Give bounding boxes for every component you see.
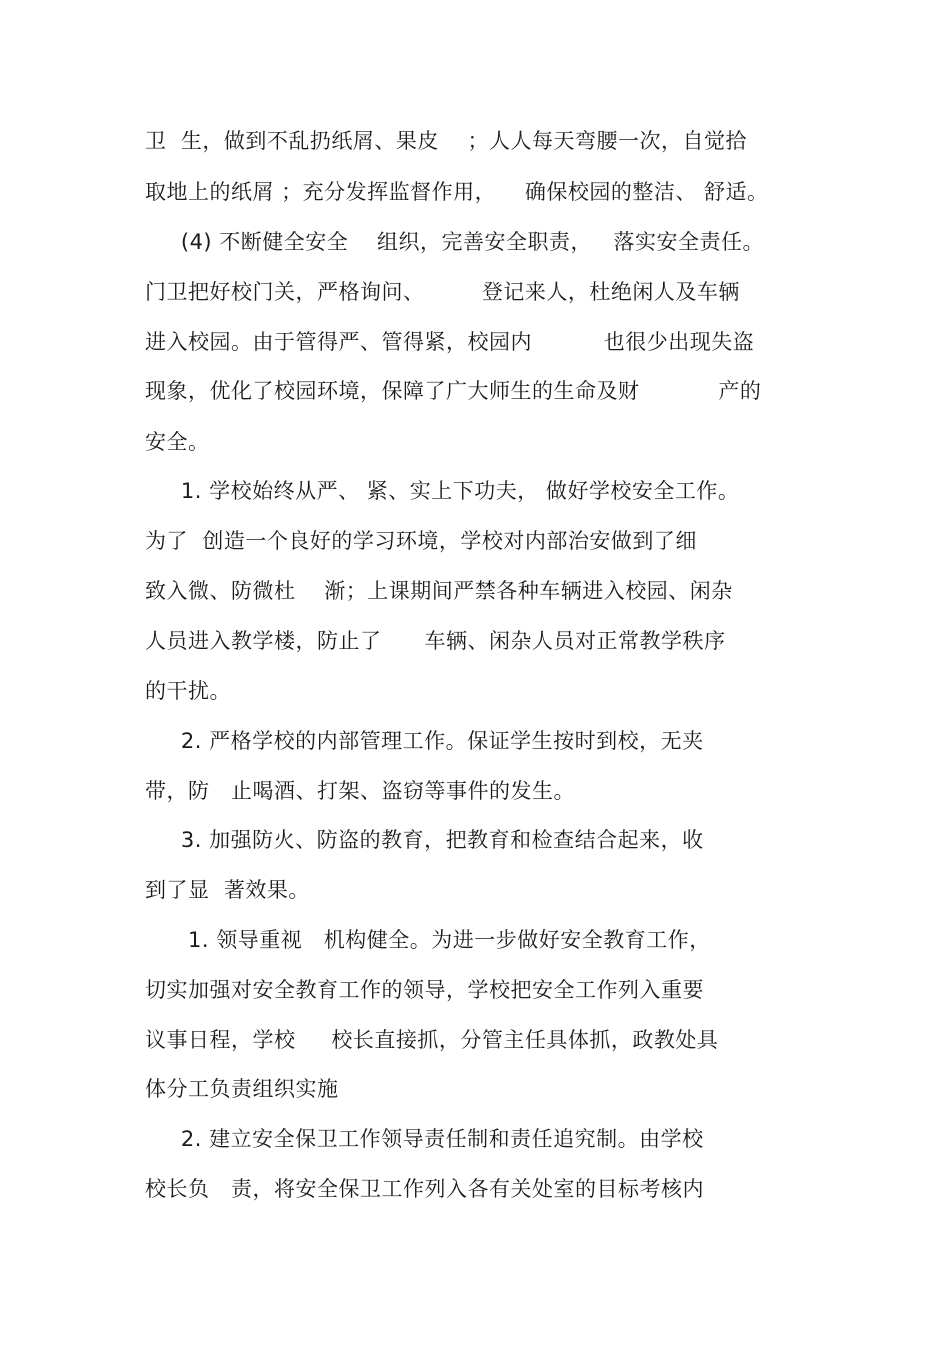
text-line: 安全。 <box>145 430 210 454</box>
text-line: (4) 不断健全安全 组织，完善安全职责， 落实安全责任。 <box>145 230 765 254</box>
text-line: 进入校园。由于管得严、管得紧，校园内 也很少出现失盗 <box>145 330 755 354</box>
text-line: 3. 加强防火、防盗的教育，把教育和检查结合起来，收 <box>145 828 704 852</box>
text-line: 带，防 止喝酒、打架、盗窃等事件的发生。 <box>145 779 576 803</box>
text-line: 校长负 责，将安全保卫工作列入各有关处室的目标考核内 <box>145 1177 705 1201</box>
text-line: 现象，优化了校园环境，保障了广大师生的生命及财 产的 <box>145 379 762 403</box>
text-line: 议事日程，学校 校长直接抓，分管主任具体抓，政教处具 <box>145 1028 719 1052</box>
text-line: 2. 建立安全保卫工作领导责任制和责任追究制。由学校 <box>145 1127 704 1151</box>
text-line: 到了显 著效果。 <box>145 878 310 902</box>
text-line: 致入微、防微杜 渐；上课期间严禁各种车辆进入校园、闲杂 <box>145 579 733 603</box>
text-line: 切实加强对安全教育工作的领导，学校把安全工作列入重要 <box>145 978 704 1002</box>
text-line: 1. 领导重视 机构健全。为进一步做好安全教育工作， <box>145 928 711 952</box>
text-line: 门卫把好校门关，严格询问、 登记来人，杜绝闲人及车辆 <box>145 280 740 304</box>
text-line: 卫 生，做到不乱扔纸屑、果皮 ；人人每天弯腰一次，自觉拾 <box>145 129 748 153</box>
text-line: 的干扰。 <box>145 679 231 703</box>
text-line: 1. 学校始终从严、 紧、实上下功夫， 做好学校安全工作。 <box>145 479 740 503</box>
text-line: 取地上的纸屑 ；充分发挥监督作用， 确保校园的整洁、 舒适。 <box>145 180 769 204</box>
text-line: 体分工负责组织实施 <box>145 1077 339 1101</box>
text-line: 人员进入教学楼，防止了 车辆、闲杂人员对正常教学秩序 <box>145 629 726 653</box>
text-line: 2. 严格学校的内部管理工作。保证学生按时到校，无夹 <box>145 729 704 753</box>
text-line: 为了 创造一个良好的学习环境，学校对内部治安做到了细 <box>145 529 697 553</box>
